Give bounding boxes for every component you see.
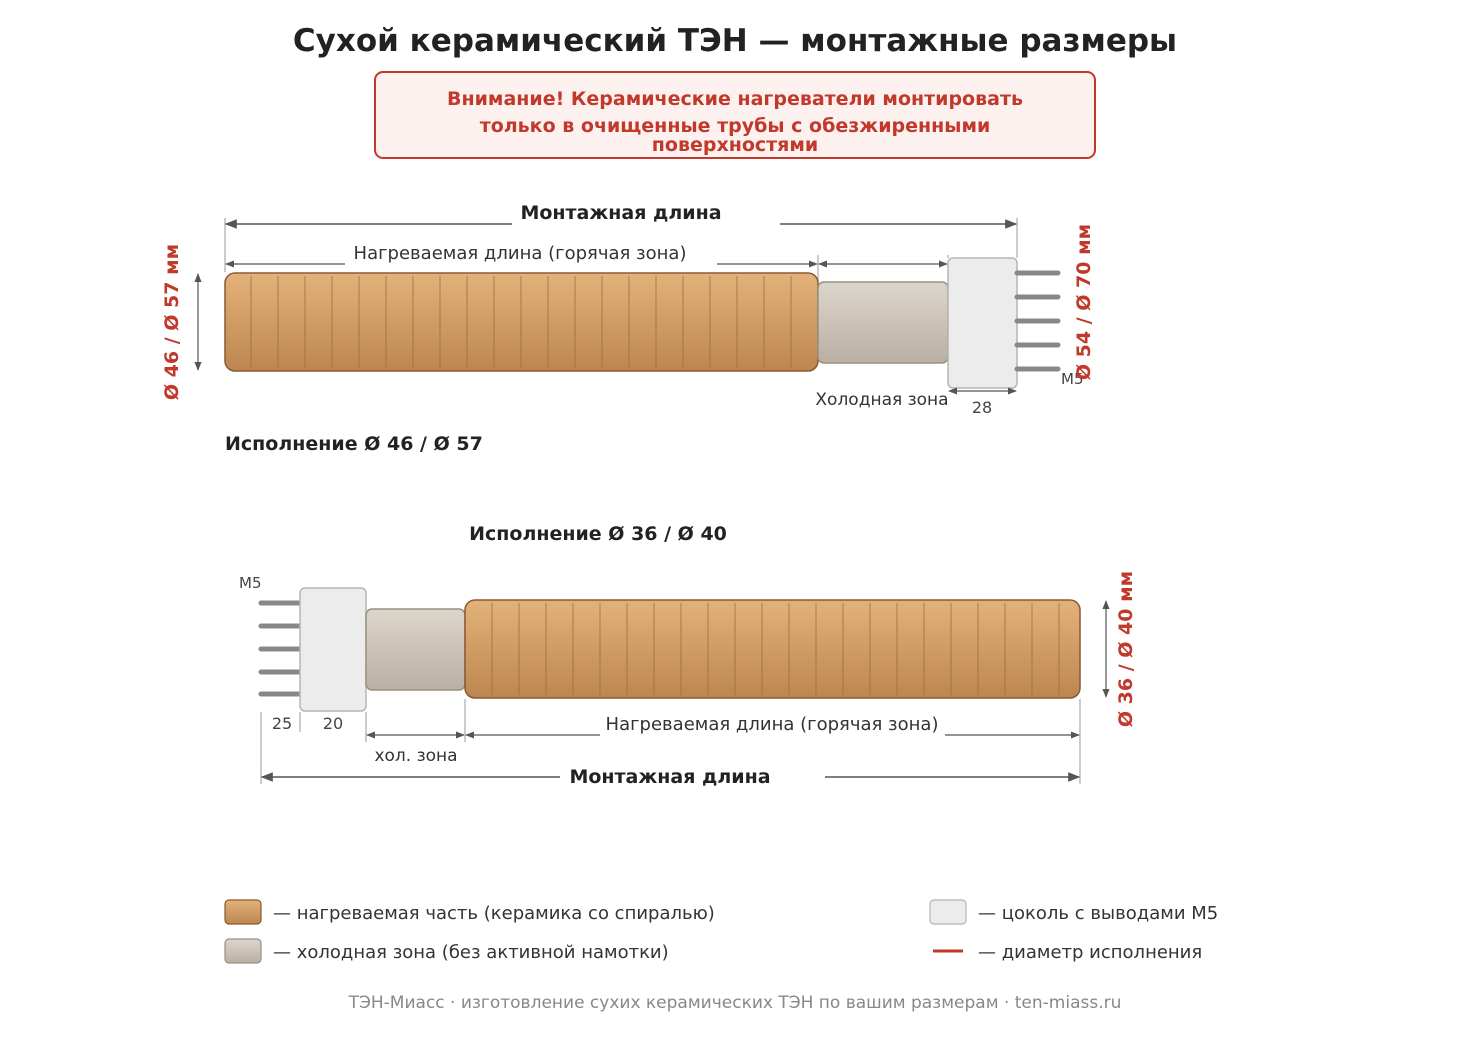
v2-cold-zone-label: хол. зона [374,746,458,766]
v2-terminal-pins [261,603,300,694]
v1-base-width-label: 28 [971,398,993,417]
page-title: Сухой керамический ТЭН — монтажные размеры [292,23,1178,59]
variant-1-drawing [161,202,1095,455]
warning-line-1: Внимание! Керамические нагреватели монтировать [447,88,1023,110]
v2-pins-label: 25 [271,714,293,733]
v2-base-width-label: 20 [322,714,344,733]
legend-label-cold: — холодная зона (без активной намотки) [273,942,669,963]
v2-hot-zone-label: Нагреваемая длина (горячая зона) [605,714,939,735]
legend-swatch-heated [225,900,261,924]
legend-swatch-base [930,900,966,924]
legend-label-base: — цоколь с выводами M5 [978,903,1219,924]
v1-diameter-left-label: Ø 46 / Ø 57 мм [161,243,183,401]
v2-mount-length-label: Монтажная длина [569,766,771,788]
v1-hot-zone-label: Нагреваемая длина (горячая зона) [353,243,687,264]
v1-ceramic-ribs [251,276,791,368]
warning-box [375,72,1095,158]
v2-thread-label: M5 [239,574,262,592]
v1-cold-zone [818,282,948,363]
footer-text: ТЭН-Миасс · изготовление сухих керамических ТЭН по вашим размерам · ten-miass.ru [348,993,1122,1013]
v1-diameter-right-label: Ø 54 / Ø 70 мм [1073,223,1095,381]
v1-terminal-pins [1017,273,1058,369]
warning-line-3: поверхностями [651,134,819,156]
legend [225,900,1218,963]
v1-thread-label: M5 [1061,370,1084,388]
v2-ceramic-body [465,600,1080,698]
legend-label-heated: — нагреваемая часть (керамика со спиралью) [273,903,715,924]
v2-caption: Исполнение Ø 36 / Ø 40 [469,523,727,545]
v2-diameter-label: Ø 36 / Ø 40 мм [1115,570,1137,728]
v1-base [948,258,1017,388]
legend-label-diameter: — диаметр исполнения [978,942,1203,963]
v2-base [300,588,366,711]
variant-2-drawing [239,523,1137,788]
v2-cold-zone [366,609,465,690]
v1-cold-zone-label: Холодная зона [815,390,949,410]
legend-swatch-cold [225,939,261,963]
warning-line-2: только в очищенные трубы с обезжиренными [479,115,991,137]
v1-caption: Исполнение Ø 46 / Ø 57 [225,433,483,455]
v1-mount-length-label: Монтажная длина [520,202,722,224]
